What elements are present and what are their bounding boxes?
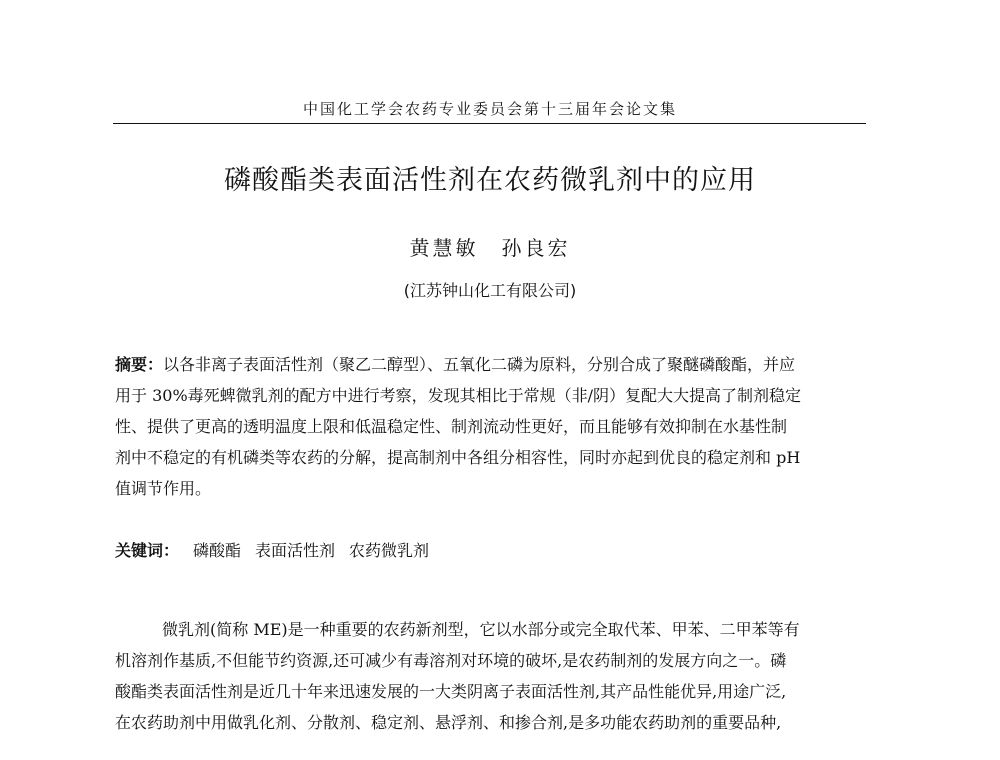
body-line: 微乳剂(简称 ME)是一种重要的农药新剂型，它以水部分或完全取代苯、甲苯、二甲苯等有 [162, 620, 800, 639]
article-title: 磷酸酯类表面活性剂在农药微乳剂中的应用 [224, 165, 756, 196]
header-rule [113, 123, 866, 124]
abstract-line [115, 349, 865, 380]
abstract-line: 剂中不稳定的有机磷类等农药的分解，提高制剂中各组分相容性，同时亦起到优良的稳定剂和 pH [115, 448, 801, 467]
body-paragraph [115, 614, 865, 738]
article-authors: 黄慧敏 孙良宏 [409, 236, 571, 260]
body-line: 酸酯类表面活性剂是近几十年来迅速发展的一大类阴离子表面活性剂,其产品性能优异,用途广泛, [115, 682, 787, 701]
abstract-line: 性、提供了更高的透明温度上限和低温稳定性、制剂流动性更好，而且能够有效抑制在水基性制 [115, 417, 788, 436]
abstract [115, 349, 865, 504]
article-affiliation: (江苏钟山化工有限公司) [403, 281, 577, 300]
abstract-text: 以各非离子表面活性剂（聚乙二醇型）、五氧化二磷为原料，分别合成了聚醚磷酸酯，并应 [163, 355, 796, 374]
running-header: 中国化工学会农药专业委员会第十三届年会论文集 [302, 100, 677, 118]
abstract-line: 用于 30%毒死蜱微乳剂的配方中进行考察，发现其相比于常规（非/阴）复配大大提高了制剂稳定 [115, 386, 802, 405]
keywords [115, 535, 865, 566]
keywords-label: 关键词： [115, 541, 180, 560]
abstract-line: 值调节作用。 [115, 479, 212, 498]
keyword: 表面活性剂 [255, 541, 336, 560]
keyword: 磷酸酯 [193, 541, 242, 560]
abstract-label: 摘要： [115, 355, 164, 374]
keyword: 农药微乳剂 [349, 541, 430, 560]
body-line: 机溶剂作基质,不但能节约资源,还可减少有毒溶剂对环境的破坏,是农药制剂的发展方向之一。磷 [115, 651, 787, 670]
body-line: 在农药助剂中用做乳化剂、分散剂、稳定剂、悬浮剂、和掺合剂,是多功能农药助剂的重要品种, [115, 713, 782, 732]
